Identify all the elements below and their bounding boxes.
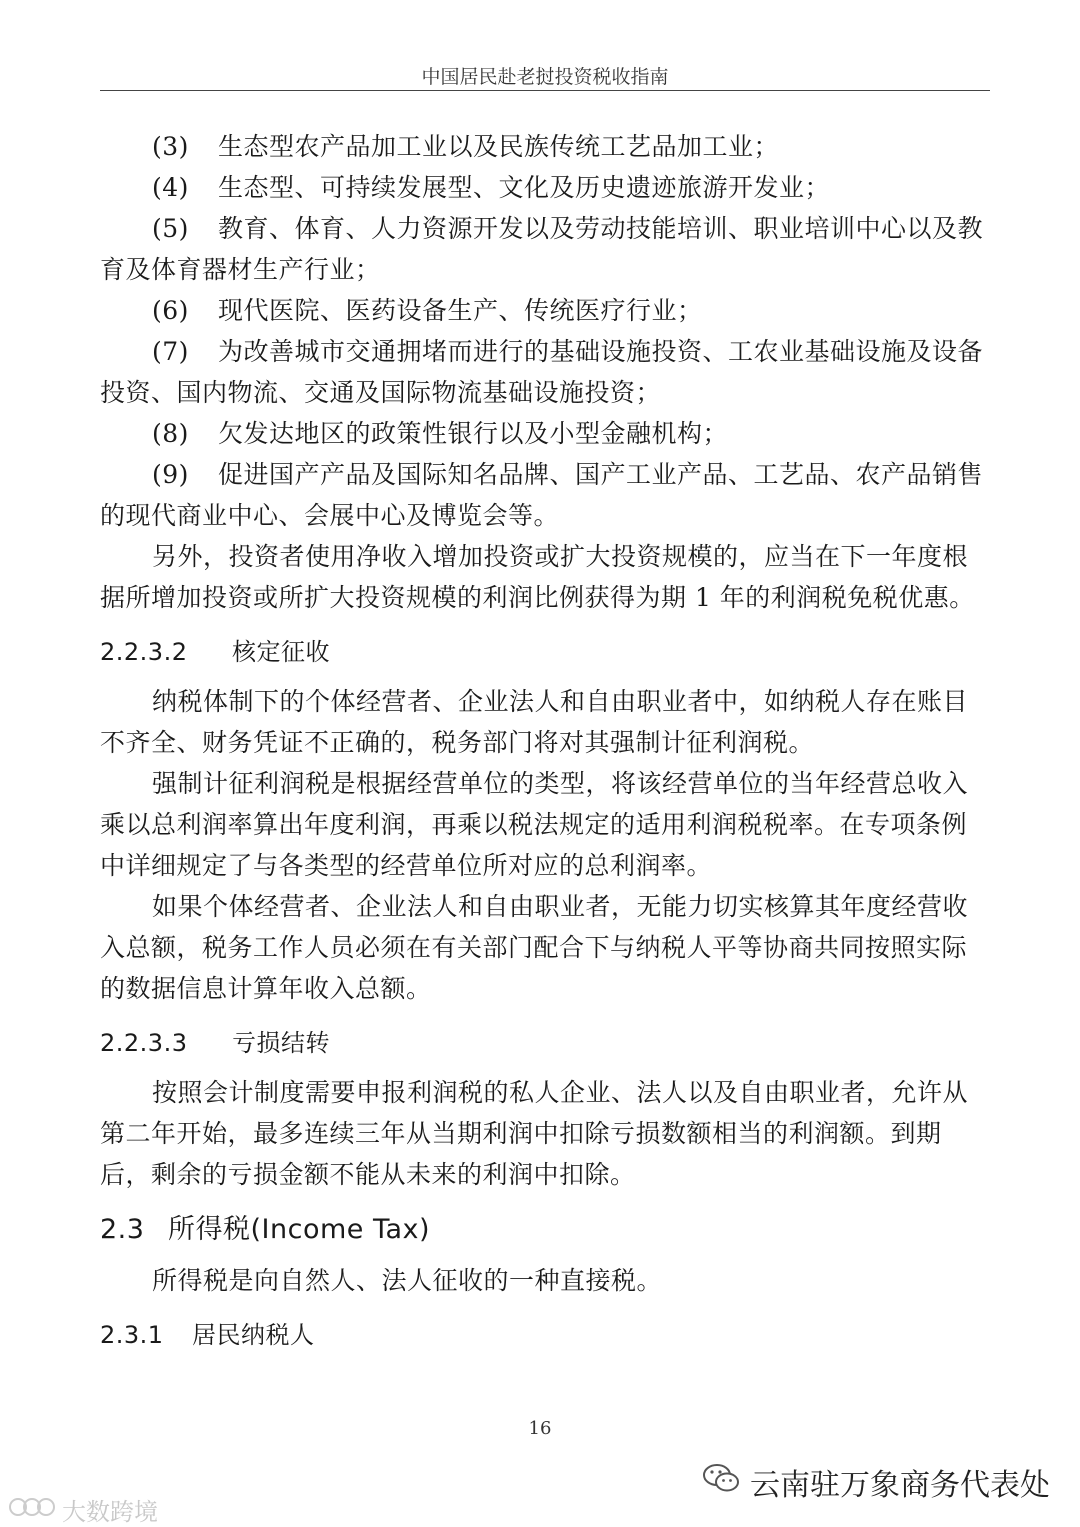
section-heading: [100, 632, 990, 673]
list-item: [100, 208, 990, 249]
list-item-number: (5): [152, 214, 189, 243]
list-item: [100, 454, 990, 495]
list-item-number: (4): [152, 173, 189, 202]
paragraph: 按照会计制度需要申报利润税的私人企业、法人以及自由职业者，允许从第二年开始，最多连续三年从当期利润中扣除亏损数额相当的利润额。到期后，剩余的亏损金额不能从未来的利润中扣除。: [100, 1078, 969, 1189]
list-item-continuation: 育及体育器材生产行业；: [100, 255, 381, 284]
list-item-text: 欠发达地区的政策性银行以及小型金融机构；: [218, 419, 729, 448]
logo-icon: [8, 1496, 56, 1524]
list-item-text: 促进国产产品及国际知名品牌、国产工业产品、工艺品、农产品销售: [218, 460, 984, 489]
list-item-number: (3): [152, 132, 189, 161]
list-item-number: (8): [152, 419, 189, 448]
list-item-text: 现代医院、医药设备生产、传统医疗行业；: [218, 296, 703, 325]
watermark-text: 云南驻万象商务代表处: [750, 1468, 1050, 1503]
list-item-number: (6): [152, 296, 189, 325]
paragraph: 如果个体经营者、企业法人和自由职业者，无能力切实核算其年度经营收入总额，税务工作人员必须在有关部门配合下与纳税人平等协商共同按照实际的数据信息计算年收入总额。: [100, 892, 969, 1003]
list-item: [100, 167, 990, 208]
list-item-text: 生态型、可持续发展型、文化及历史遗迹旅游开发业；: [218, 173, 831, 202]
section-heading: [100, 1209, 990, 1250]
section-number: 2.3: [100, 1214, 145, 1245]
list-item-continuation: 投资、国内物流、交通及国际物流基础设施投资；: [100, 378, 662, 407]
section-title: 亏损结转: [232, 1029, 330, 1057]
paragraph: 所得税是向自然人、法人征收的一种直接税。: [152, 1266, 663, 1295]
watermark-left: [8, 1492, 158, 1527]
list-item: [100, 331, 990, 372]
running-header: 中国居民赴老挝投资税收指南: [421, 66, 669, 88]
section-heading: [100, 1023, 990, 1064]
watermark-text: 大数跨境: [62, 1498, 158, 1526]
list-item-text: 教育、体育、人力资源开发以及劳动技能培训、职业培训中心以及教: [218, 214, 984, 243]
list-item: [100, 290, 990, 331]
watermark-right: [702, 1460, 1050, 1504]
list-item-number: (7): [152, 337, 189, 366]
list-item-continuation: 的现代商业中心、会展中心及博览会等。: [100, 501, 560, 530]
paragraph: 另外，投资者使用净收入增加投资或扩大投资规模的，应当在下一年度根据所增加投资或所扩大投资规模的利润比例获得为期 1 年的利润税免税优惠。: [100, 542, 975, 612]
page-number: 16: [528, 1418, 552, 1439]
header-rule: [100, 90, 990, 91]
section-number: 2.2.3.2: [100, 638, 188, 666]
list-item-text: 为改善城市交通拥堵而进行的基础设施投资、工农业基础设施及设备: [218, 337, 984, 366]
list-item: [100, 126, 990, 167]
list-item: [100, 413, 990, 454]
section-number: 2.3.1: [100, 1321, 164, 1349]
section-title: 核定征收: [232, 638, 330, 666]
page-content: [100, 126, 990, 1356]
section-number: 2.2.3.3: [100, 1029, 188, 1057]
wechat-icon: [702, 1462, 740, 1502]
list-item-number: (9): [152, 460, 189, 489]
paragraph: 纳税体制下的个体经营者、企业法人和自由职业者中，如纳税人存在账目不齐全、财务凭证不正确的，税务部门将对其强制计征利润税。: [100, 687, 969, 757]
section-title: 居民纳税人: [192, 1321, 315, 1349]
paragraph: 强制计征利润税是根据经营单位的类型，将该经营单位的当年经营总收入乘以总利润率算出年度利润，再乘以税法规定的适用利润税税率。在专项条例中详细规定了与各类型的经营单位所对应的总利润率。: [100, 769, 969, 880]
section-title: 所得税(Income Tax): [168, 1214, 431, 1245]
list-item-text: 生态型农产品加工业以及民族传统工艺品加工业；: [218, 132, 780, 161]
section-heading: [100, 1315, 990, 1356]
